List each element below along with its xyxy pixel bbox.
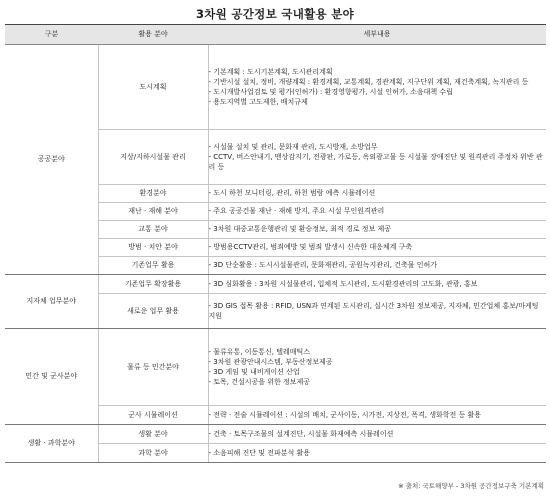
- table-row: [5, 275, 546, 294]
- utilization-table: [5, 24, 546, 463]
- header-category: 구분: [5, 25, 98, 45]
- field-cell: 생활 분야: [98, 425, 208, 444]
- table-row: [5, 425, 546, 444]
- field-cell: 기존업무 확장활용: [98, 275, 208, 294]
- field-cell: 방범 · 치안 분야: [98, 239, 208, 257]
- detail-line: - 3D 게임 및 내비게이션 산업: [208, 368, 300, 376]
- detail-line: - 물류유통, 이동통신, 텔레매틱스: [208, 347, 311, 356]
- detail-line: - 토목, 건설시공을 위한 정보제공: [208, 378, 311, 387]
- table-row: [5, 45, 546, 130]
- detail-cell: - 3D 심화활용 : 3차원 시설물관리, 입체적 도시관리, 도시환경관리의 고도화, 관광, 홍보: [208, 279, 478, 288]
- field-cell: 물류 등 민간분야: [98, 329, 208, 406]
- field-cell: 재난 · 재해 분야: [98, 203, 208, 221]
- detail-line: - 기반시설 설치, 정비, 개량계획 : 환경계획, 교통계획, 경관계획, 지구단위 계획, 재건축계획, 녹지관리 등: [208, 77, 529, 86]
- category-private-military: 민간 및 군사분야: [5, 329, 98, 425]
- header-details: 세부내용: [208, 25, 546, 45]
- category-public: 공공분야: [5, 45, 98, 275]
- table-header-row: [5, 25, 546, 45]
- detail-line: - CCTV, 버스안내기, 맨상감지기, 전광판, 가로등, 옥외광고물 등 시설물 장애진단 및 원격관리 주정차 위반 관리 등: [208, 152, 543, 172]
- category-local-gov: 지자체 업무분야: [5, 275, 98, 329]
- field-cell: 새로운 업무 활용: [98, 294, 208, 329]
- table-row: [5, 329, 546, 406]
- detail-cell: - 소음피해 진단 및 전파분석 활용: [208, 444, 546, 463]
- detail-line: - 시설물 설치 및 관리, 문화재 관리, 도시방재, 소방업무: [208, 142, 378, 151]
- field-cell: 지상/지하시설물 관리: [98, 130, 208, 185]
- detail-cell: - 주요 공공건물 재난 · 재해 방지, 주요 시설 무인원격관리: [208, 203, 546, 221]
- detail-line: - 도시개발사업검토 및 평가(인허가) : 환경영향평가, 시설 인허가, 소음대책 수립: [208, 88, 453, 96]
- detail-cell: [208, 130, 546, 185]
- page-title: 3차원 공간정보 국내활용 분야: [195, 7, 355, 21]
- detail-cell: - 도시 하천 모니터링, 관리, 하천 범람 예측 시뮬레이션: [208, 185, 546, 203]
- category-life-science: 생활 · 과학분야: [5, 425, 98, 463]
- detail-line: - 3차원 관광안내시스템, 부동산정보제공: [208, 357, 333, 366]
- detail-cell: - 3D 단순활용 : 도시시설물관리, 문화재관리, 공원녹지관리, 건축물 인허가: [208, 257, 546, 275]
- field-cell: 도시계획: [98, 45, 208, 130]
- detail-cell: - 3차원 대중교통운행관리 및 환승정보, 최적 경로 정보 제공: [208, 221, 546, 239]
- source-footnote: ※ 출처: 국토해양부 - 3차원 공간정보구축 기본계획: [398, 482, 544, 490]
- detail-cell: [208, 45, 546, 130]
- detail-cell: - 건축 · 토목구조물의 설계진단, 시설물 화재예측 시뮬레이션: [208, 429, 394, 438]
- detail-cell: - 전략 · 전술 시뮬레이션 : 시설의 배치, 군사이동, 시가전, 지상전, 폭격, 생화학전 등 활용: [208, 406, 546, 425]
- detail-cell: - 3D GIS 접목 활용 : RFID, USN과 연계된 도시관리, 실시간 3차원 정보제공, 지자체, 민간업체 홍보/마케팅 지원: [208, 294, 546, 329]
- field-cell: 군사 시뮬레이션: [98, 406, 208, 425]
- field-cell: 과학 분야: [98, 444, 208, 463]
- detail-line: - 기본계획 : 도시기본계획, 도시관리계획: [208, 67, 333, 76]
- field-cell: 기존업무 활용: [98, 257, 208, 275]
- detail-line: - 용도지역별 고도제한, 배치규제: [208, 98, 308, 107]
- detail-cell: [208, 329, 546, 406]
- field-cell: 교통 분야: [98, 221, 208, 239]
- header-field: 활용 분야: [98, 25, 208, 45]
- detail-cell: - 방범용CCTV관리, 범죄예방 및 범죄 발생시 신속한 대응체계 구축: [208, 239, 546, 257]
- field-cell: 환경분야: [98, 185, 208, 203]
